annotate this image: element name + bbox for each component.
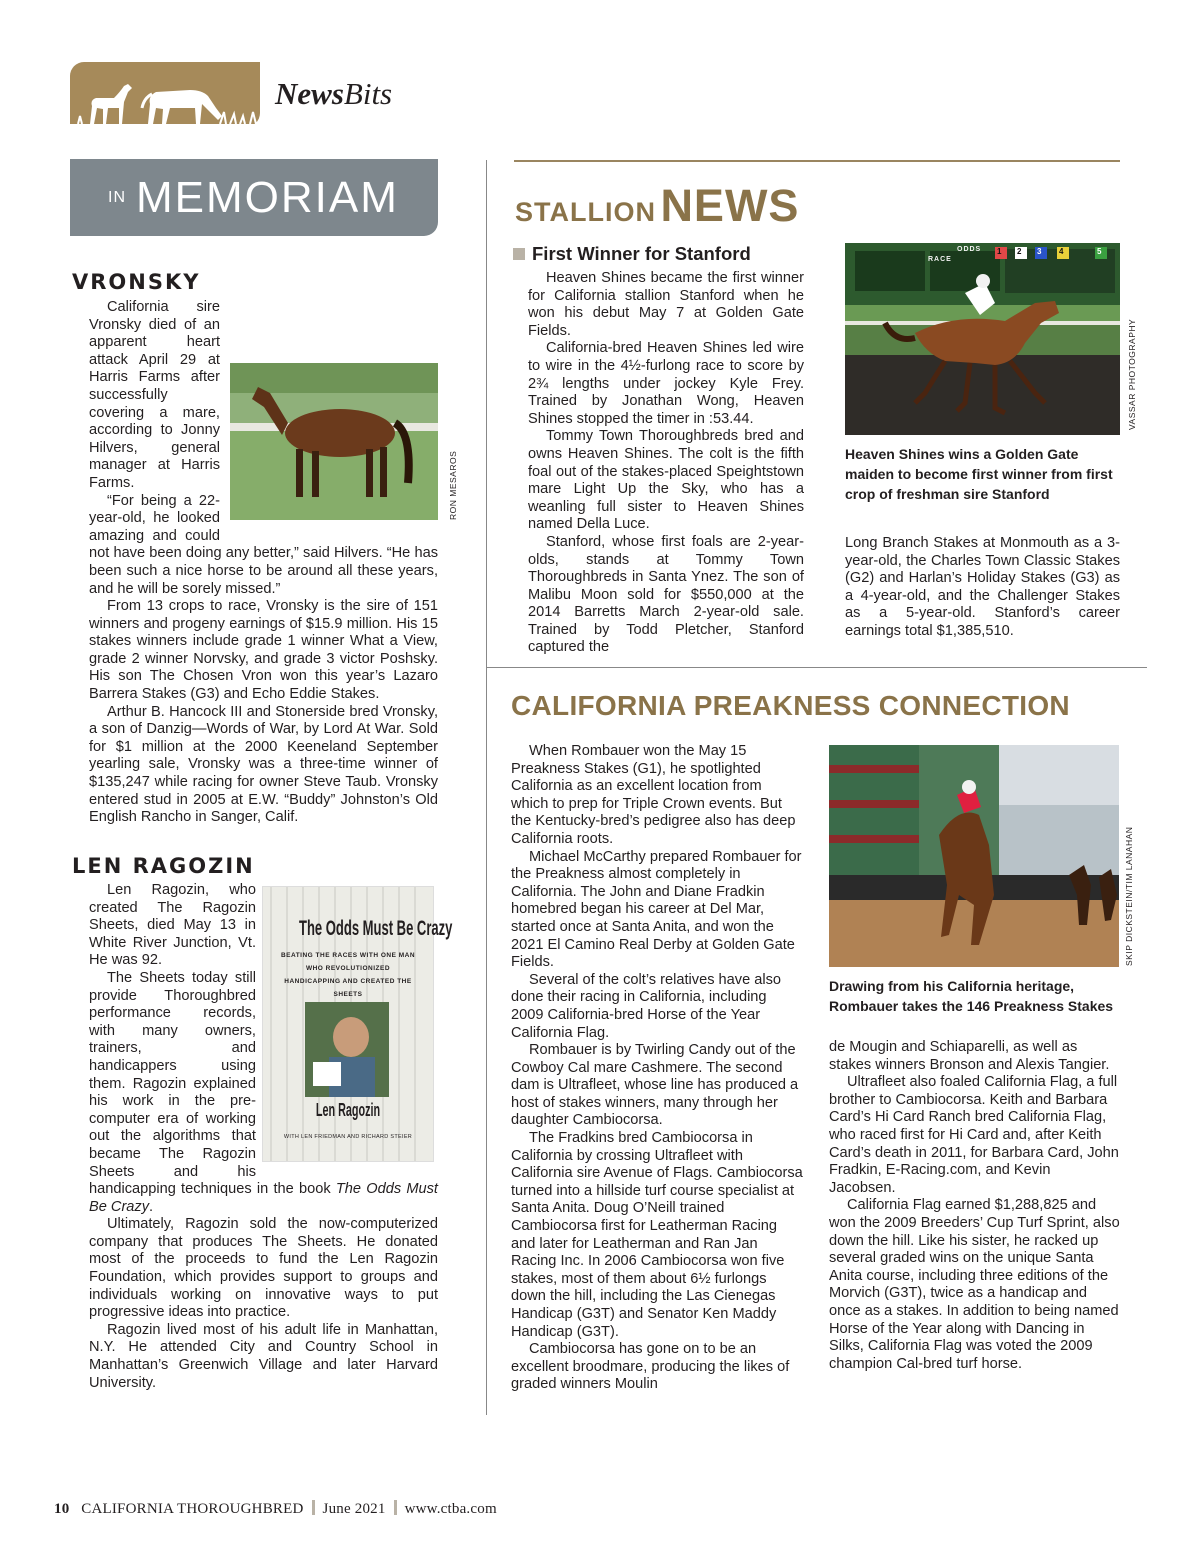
ragozin-text — [89, 882, 453, 1392]
ragozin-p4: Ragozin lived most of his adult life in Manhattan, N.Y. He attended City and Country School in Manhattan’s Greenwich Village and later Harvard University. — [89, 1321, 438, 1391]
vronsky-p4: Arthur B. Hancock III and Stonerside bred Vronsky, a son of Danzig—Words of War, by Lord At War. Sold for $1 million at the 2000 Keeneland September yearling sale, Vronsky was a three-time winner of $135,247 while racing for owner Steve Taub. Vronsky entered stud in 2005 at E.W. “Buddy” Johnston’s Old English Rancho in Sanger, Calif. — [89, 703, 438, 826]
book-subtitle: BEATING THE RACES WITH ONE MAN WHO REVOLUTIONIZED HANDICAPPING AND CREATED THE SHEETS — [280, 952, 416, 998]
heaven-shines-photo — [845, 243, 1120, 435]
preakness-col1-para-6: Cambiocorsa has gone on to be an excellent broodmare, producing the likes of graded winners Moulin — [511, 1341, 790, 1393]
issue-date: June 2021 — [322, 1501, 386, 1517]
rombauer-caption: Drawing from his California heritage, Rombauer takes the 146 Preakness Stakes — [829, 978, 1114, 1014]
book-title-italic: The Odds Must Be Crazy — [89, 1181, 438, 1215]
tote-number-3: 3 — [1037, 247, 1042, 256]
stallion-continuation: Long Branch Stakes at Monmouth as a 3-year-old, the Charles Town Classic Stakes (G2) and Harlan’s Holiday Stakes (G3) as a 4-year-old, and the Challenger Stakes as a 5-year-old. Stanford’s career earnings total $1,385,510. — [845, 535, 1120, 639]
footer-separator — [312, 1500, 315, 1515]
preakness-col1-para-5: The Fradkins bred Cambiocorsa in California by crossing Ultrafleet with California sire Avenue of Flags. Cambiocorsa turned into a hillside turf course specialist at Santa Anita. Doug O’Neill trained Cambiocorsa first for Leatherman Racing and later for Leatherman and Ran Jan Racing Inc. In 2006 Cambiocorsa won five stakes, most of them about 6½ furlongs down the hill, including the Las Cienegas Handicap (G3T) and Senator Ken Maddy Handicap (G3T). — [511, 1130, 803, 1340]
ragozin-heading: LEN RAGOZIN — [72, 854, 255, 878]
memoriam-in: IN — [108, 189, 126, 206]
rombauer-photo-credit: SKIP DICKSTEIN/TIM LANAHAN — [1124, 826, 1134, 966]
preakness-col2-para-2: Ultrafleet also foaled California Flag, a full brother to Cambiocorsa. Keith and Barbara Card’s Hi Card Ranch bred California Flag, who raced first for Hi Card and, after Keith Card’s death in 2011, for Barbara Card, John Fradkin, E-Racing.com, and Kevin Jacobsen. — [829, 1074, 1119, 1196]
memoriam-banner — [70, 159, 438, 236]
preakness-col1 — [511, 743, 803, 1394]
preakness-col2-para-3: California Flag earned $1,288,825 and won the 2009 Breeders’ Cup Turf Sprint, also down the hill. Like his sister, he racked up several graded wins on the unique Santa Anita course, including three editions of the Morvich (G3T), twice as a handicap and once as a stakes. In addition to being named Horse of the Year along with Dancing in Silks, California Flag was voted the 2009 champion Cal-bred turf horse. — [829, 1197, 1120, 1372]
square-bullet-icon — [513, 248, 525, 260]
magazine-name: CALIFORNIA THOROUGHBRED — [81, 1501, 304, 1517]
book-title: The Odds Must Be Crazy — [299, 917, 453, 940]
vronsky-heading: VRONSKY — [72, 270, 201, 294]
page-footer — [54, 1500, 497, 1518]
tote-odds-label: ODDS — [957, 246, 982, 253]
tote-number-5: 5 — [1097, 247, 1102, 256]
stallion-para-2: California-bred Heaven Shines led wire to wire in the 4½-furlong race to score by 2¾ lengths under jockey Kyle Frey. Trained by Jonathan Wong, Heaven Shines stopped the timer in :53.44. — [528, 340, 804, 427]
stallion-news-heading: STALLION NEWS — [515, 180, 800, 231]
ragozin-book-space — [266, 884, 453, 1164]
book-with: WITH LEN FRIEDMAN AND RICHARD STEIER — [283, 1134, 413, 1140]
vronsky-p2: “For being a 22-year-old, he looked amazing and could not have been doing any better,” said Hilvers. “He has been such a nice horse to be around all these years, and he will be sorely missed.” — [89, 492, 438, 597]
stallion-body — [528, 270, 804, 657]
footer-separator — [394, 1500, 397, 1515]
ragozin-p1: Len Ragozin, who created The Ragozin Sheets, died May 13 in White River Junction, Vt. He was 92. — [89, 882, 256, 969]
preakness-heading: CALIFORNIA PREAKNESS CONNECTION — [511, 690, 1070, 721]
book-author: Len Ragozin — [315, 1100, 381, 1120]
preakness-col2-para-1: de Mougin and Schiaparelli, as well as stakes winners Bronson and Alexis Tangier. — [829, 1039, 1110, 1073]
preakness-col2 — [829, 1039, 1120, 1373]
heaven-shines-photo-credit: VASSAR PHOTOGRAPHY — [1127, 318, 1137, 430]
stallion-para-3: Tommy Town Thoroughbreds bred and owns Heaven Shines. The colt is the fifth foal out of the stakes-placed Speightstown mare Light Up the Sky, who has a weanling full sister to Heaven Shines named Della Luce. — [528, 428, 804, 533]
tote-race-label: RACE — [928, 256, 952, 263]
stallion-para-4: Stanford, whose first foals are 2-year-olds, stands at Tommy Town Thoroughbreds in Santa Ynez. The son of Malibu Moon sold for $550,000 at the 2014 Barretts March 2-year-old sale. Trained by Todd Pletcher, Stanford captured the — [528, 533, 804, 656]
tote-number-2: 2 — [1017, 247, 1022, 256]
tote-number-1: 1 — [997, 247, 1002, 256]
section-title: NewsBits — [275, 76, 393, 111]
vronsky-p3: From 13 crops to race, Vronsky is the sire of 151 winners and progeny earnings of $15.9 million. His 15 stakes winners include grade 1 winner What a View, grade 2 winner Norvsky, and grade 3 victor Poshsky. His son The Chosen Vron won this year’s Lazaro Barrera Stakes (G3) and Echo Eddie Stakes. — [89, 598, 438, 703]
stallion-subhead: First Winner for Stanford — [513, 243, 751, 265]
memoriam-word: MEMORIAM — [136, 173, 399, 222]
preakness-col1-para-1: When Rombauer won the May 15 Preakness Stakes (G1), he spotlighted California as an excellent location from which to prep for Triple Crown events. But the Kentucky-bred’s pedigree also has deep California roots. — [511, 743, 796, 847]
tote-number-4: 4 — [1059, 247, 1064, 256]
preakness-col1-para-2: Michael McCarthy prepared Rombauer for the Preakness almost completely in California. The John and Diane Fradkin homebred began his career at Del Mar, started once at Santa Anita, and won the 2021 El Camino Real Derby at Golden Gate Fields. — [511, 848, 802, 971]
ragozin-p3: Ultimately, Ragozin sold the now-computerized company that produces The Sheets. He donated most of the proceeds to fund the Len Ragozin Foundation, which provides support to groups and individuals working on innovative ways to put progressive ideas into practice. — [89, 1216, 438, 1321]
preakness-col1-para-4: Rombauer is by Twirling Candy out of the Cowboy Cal mare Cashmere. The second dam is Ultrafleet, whose line has produced a host of stakes winners, many through her daughter Cambiocorsa. — [511, 1042, 799, 1129]
site-url[interactable]: www.ctba.com — [404, 1501, 497, 1517]
rombauer-photo — [829, 745, 1119, 967]
vronsky-photo-space — [230, 361, 438, 539]
column-divider — [486, 160, 487, 1415]
section-divider — [487, 667, 1147, 668]
heaven-shines-caption: Heaven Shines wins a Golden Gate maiden to become first winner from first crop of freshman sire Stanford — [845, 446, 1113, 502]
stallion-top-rule — [514, 160, 1120, 162]
page-number: 10 — [54, 1501, 70, 1517]
vronsky-p1: California sire Vronsky died of an apparent heart attack April 29 at Harris Farms after successfully covering a mare, according to Jonny Hilvers, general manager at Harris Farms. — [89, 299, 220, 491]
vronsky-photo-credit: RON MESAROS — [448, 450, 458, 520]
vronsky-text — [89, 299, 438, 827]
preakness-col1-para-3: Several of the colt’s relatives have also done their racing in California, including 2009 California-bred Horse of the Year California Flag. — [511, 971, 782, 1041]
newsbits-logo — [70, 62, 260, 127]
horse-silhouettes-icon — [70, 62, 260, 127]
ragozin-p2: The Sheets today still provide Thoroughbred performance records, with many owners, trainers, and handicappers using them. Ragozin explained his work in the pre-computer era of working out the algorithms that became The Ragozin Sheets and his handicapping techniques in the book The Odds Must Be Crazy. — [89, 969, 438, 1215]
stallion-para-1: Heaven Shines became the first winner for California stallion Stanford when he won his debut May 7 at Golden Gate Fields. — [528, 270, 804, 339]
